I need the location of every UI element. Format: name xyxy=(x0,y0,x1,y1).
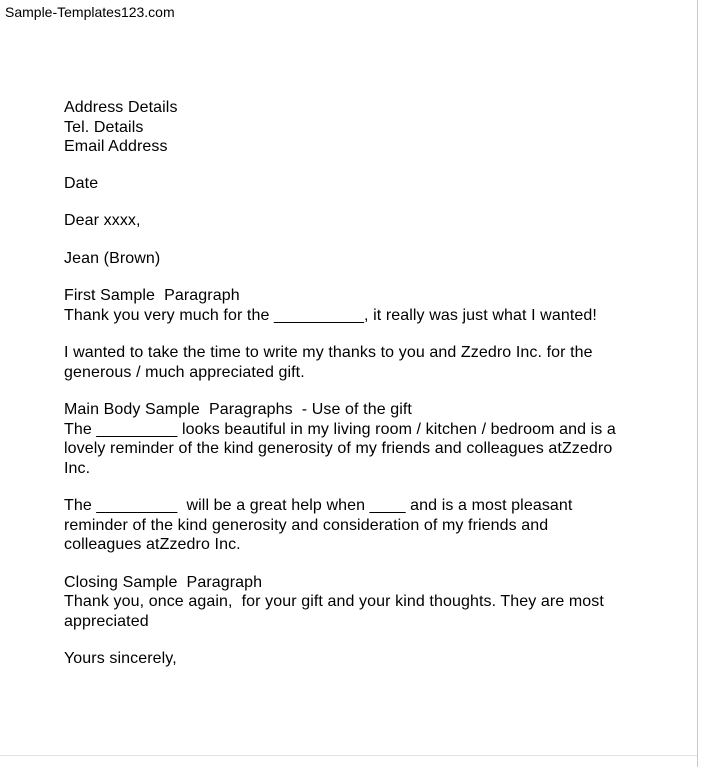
paragraph-line: Inc. xyxy=(64,459,91,477)
letter-body xyxy=(64,98,664,669)
paragraph-line: reminder of the kind generosity and consideration of my friends and xyxy=(64,516,549,534)
spacer xyxy=(64,555,664,573)
page-edge-divider xyxy=(697,0,698,767)
paragraph-line: The _________ will be a great help when ____ and is a most pleasant xyxy=(64,497,573,514)
spacer xyxy=(64,268,664,286)
main-body-section xyxy=(64,400,664,478)
page-bottom-divider xyxy=(0,755,697,756)
recipient-name: Jean (Brown) xyxy=(64,249,161,267)
paragraph-line: lovely reminder of the kind generosity of my friends and colleagues atZzedro xyxy=(64,440,613,457)
spacer xyxy=(64,478,664,496)
address-details: Address Details xyxy=(64,99,178,116)
spacer xyxy=(64,325,664,343)
spacer xyxy=(64,631,664,649)
spacer xyxy=(64,382,664,400)
email-address: Email Address xyxy=(64,138,168,155)
paragraph-line: The _________ looks beautiful in my living room / kitchen / bedroom and is a xyxy=(64,420,616,438)
paragraph-line: I wanted to take the time to write my thanks to you and Zzedro Inc. for the xyxy=(64,344,593,361)
thanks-paragraph xyxy=(64,343,664,382)
spacer xyxy=(64,231,664,249)
signoff: Yours sincerely, xyxy=(64,650,177,667)
paragraph-line: Thank you, once again, for your gift and your kind thoughts. They are most xyxy=(64,593,604,610)
closing-heading: Closing Sample Paragraph xyxy=(64,573,263,591)
address-block xyxy=(64,98,664,157)
letter-date: Date xyxy=(64,174,99,192)
paragraph-line: generous / much appreciated gift. xyxy=(64,363,305,381)
salutation: Dear xxxx, xyxy=(64,212,141,229)
first-section xyxy=(64,286,664,325)
watermark-text: Sample-Templates123.com xyxy=(5,4,175,20)
spacer xyxy=(64,157,664,174)
first-section-heading: First Sample Paragraph xyxy=(64,287,240,304)
main-body-paragraph-2 xyxy=(64,496,664,555)
main-body-heading: Main Body Sample Paragraphs - Use of the gift xyxy=(64,401,412,418)
paragraph-line: colleagues atZzedro Inc. xyxy=(64,536,241,553)
first-section-line: Thank you very much for the __________, it really was just what I wanted! xyxy=(64,306,597,324)
spacer xyxy=(64,193,664,211)
tel-details: Tel. Details xyxy=(64,118,144,136)
paragraph-line: appreciated xyxy=(64,612,149,630)
closing-section xyxy=(64,573,664,632)
